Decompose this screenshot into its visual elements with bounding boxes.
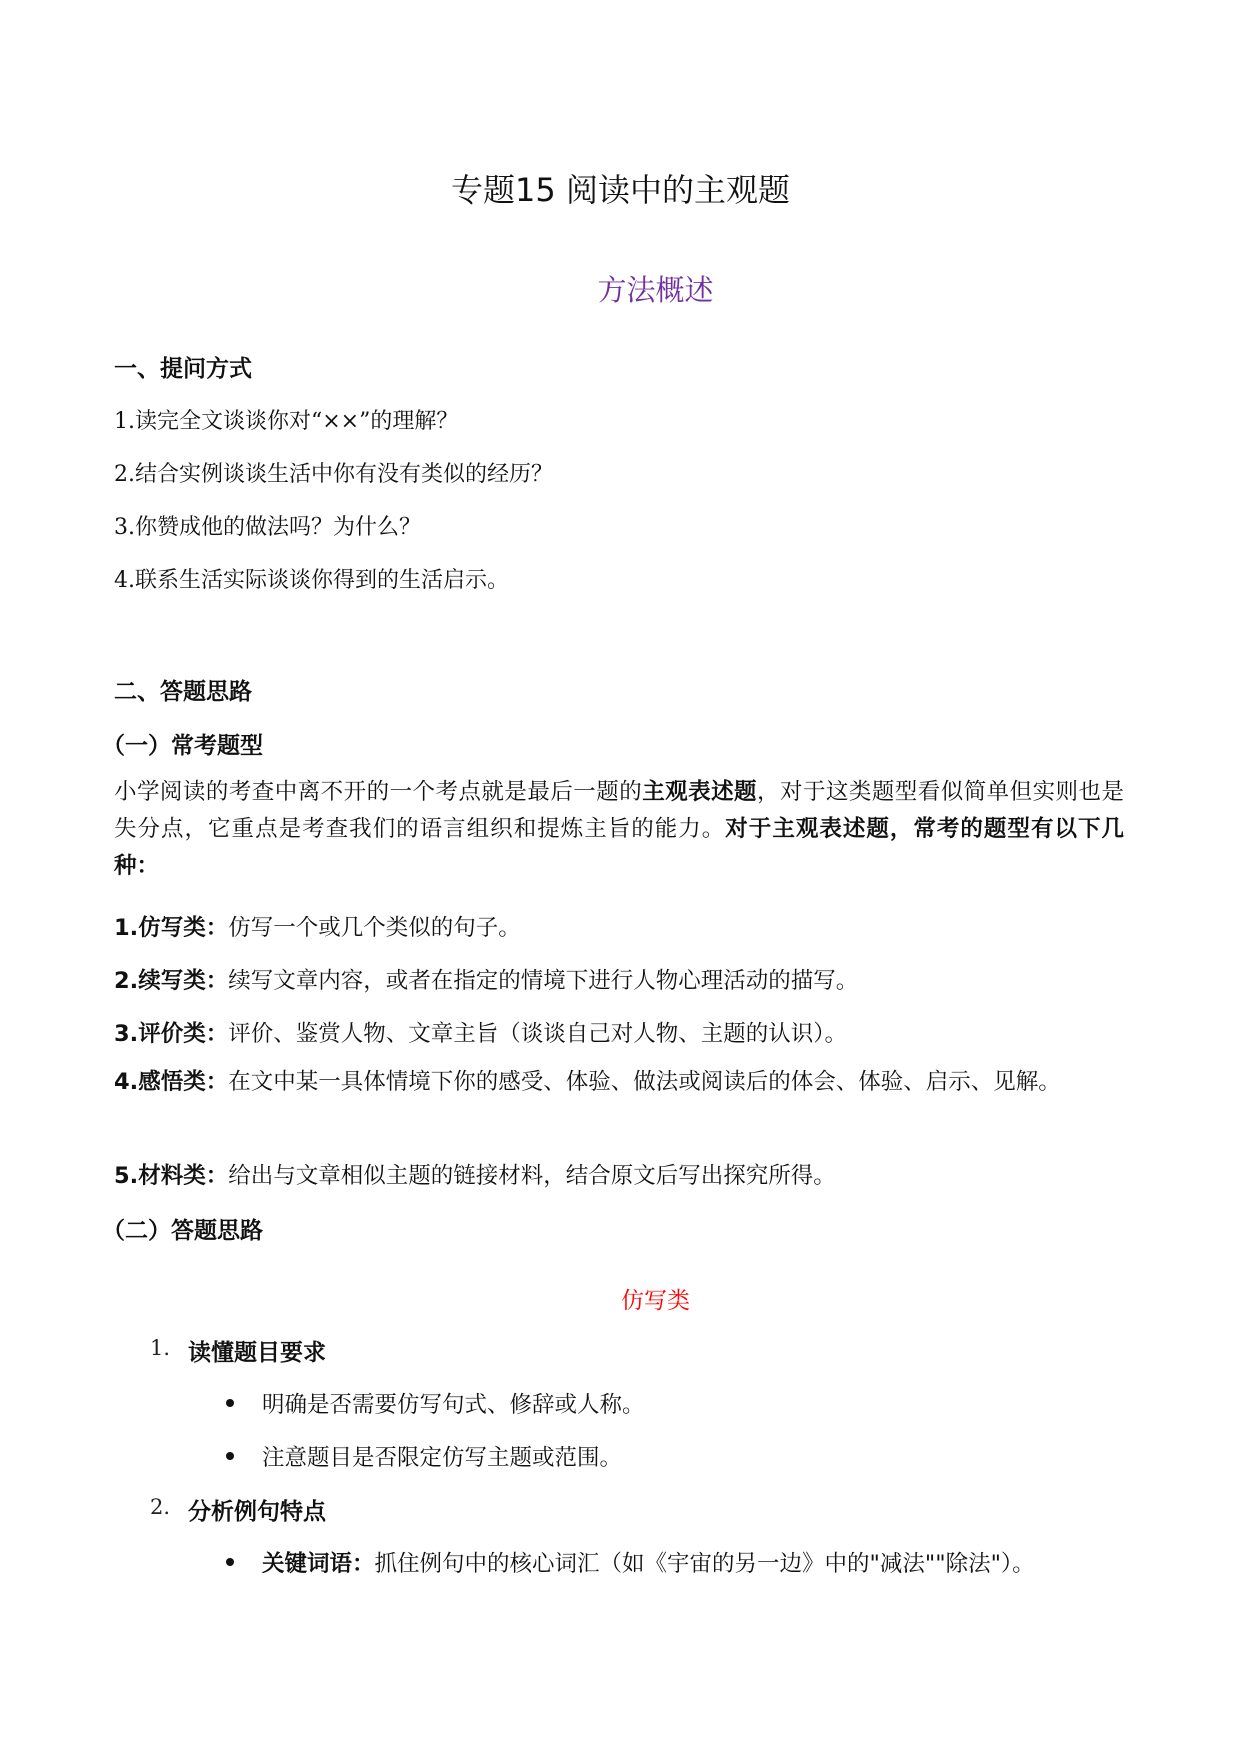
question-item: 3.你赞成他的做法吗？为什么？ xyxy=(114,515,421,540)
bullet-item xyxy=(262,1546,1035,1578)
bullet-bold-label: 关键词语： xyxy=(262,1551,375,1577)
intro-paragraph xyxy=(114,774,1124,885)
type-label: 2.续写类： xyxy=(114,968,229,994)
type-item xyxy=(114,1016,847,1048)
bullet-item: 注意题目是否限定仿写主题或范围。 xyxy=(262,1445,623,1471)
subsection2-heading: （二）答题思路 xyxy=(102,1218,263,1244)
step-number: 1. xyxy=(150,1336,171,1360)
type-item xyxy=(114,1158,836,1190)
type-label: 3.评价类： xyxy=(114,1021,229,1047)
type-text: 给出与文章相似主题的链接材料，结合原文后写出探究所得。 xyxy=(228,1163,836,1189)
type-item xyxy=(114,963,858,995)
intro-text-1: 小学阅读的考查中离不开的一个考点就是最后一题的 xyxy=(114,779,643,805)
subsection1-heading: （一）常考题型 xyxy=(102,733,263,759)
step-title: 分析例句特点 xyxy=(188,1499,326,1525)
question-item: 1.读完全文谈谈你对“××”的理解？ xyxy=(114,409,459,434)
step-number: 2. xyxy=(150,1495,171,1519)
section1-heading: 一、提问方式 xyxy=(114,356,252,382)
type-item xyxy=(114,910,521,942)
type-text: 仿写一个或几个类似的句子。 xyxy=(228,915,521,941)
document-title: 专题15 阅读中的主观题 xyxy=(451,171,790,209)
bullet-icon xyxy=(226,1399,234,1407)
type-item xyxy=(114,1064,1124,1101)
intro-bold-1: 主观表述题 xyxy=(642,779,758,805)
type-label: 5.材料类： xyxy=(114,1163,229,1189)
question-item: 2.结合实例谈谈生活中你有没有类似的经历？ xyxy=(114,462,553,487)
type-text: 在文中某一具体情境下你的感受、体验、做法或阅读后的体会、体验、启示、见解。 xyxy=(228,1069,1061,1095)
section-subtitle: 方法概述 xyxy=(597,273,714,307)
bullet-text: 抓住例句中的核心词汇（如《宇宙的另一边》中的"减法""除法"）。 xyxy=(374,1551,1035,1577)
category-heading: 仿写类 xyxy=(621,1288,690,1314)
bullet-icon xyxy=(226,1452,234,1460)
intro-text-2: ，对于这类题型看似简单但实则也是失分点，它重点是考查我们的语言组织和提炼主旨的能力。 xyxy=(114,779,1124,842)
type-label: 1.仿写类： xyxy=(114,915,229,941)
step-title: 读懂题目要求 xyxy=(188,1340,326,1366)
question-item: 4.联系生活实际谈谈你得到的生活启示。 xyxy=(114,568,509,593)
type-text: 续写文章内容，或者在指定的情境下进行人物心理活动的描写。 xyxy=(228,968,859,994)
section2-heading: 二、答题思路 xyxy=(114,679,252,705)
type-label: 4.感悟类： xyxy=(114,1069,229,1095)
bullet-item: 明确是否需要仿写句式、修辞或人称。 xyxy=(262,1392,645,1418)
type-text: 评价、鉴赏人物、文章主旨（谈谈自己对人物、主题的认识）。 xyxy=(228,1021,847,1047)
bullet-icon xyxy=(226,1558,234,1566)
intro-bold-2: 对于主观表述题，常考的题型有以下几种： xyxy=(114,816,1124,879)
